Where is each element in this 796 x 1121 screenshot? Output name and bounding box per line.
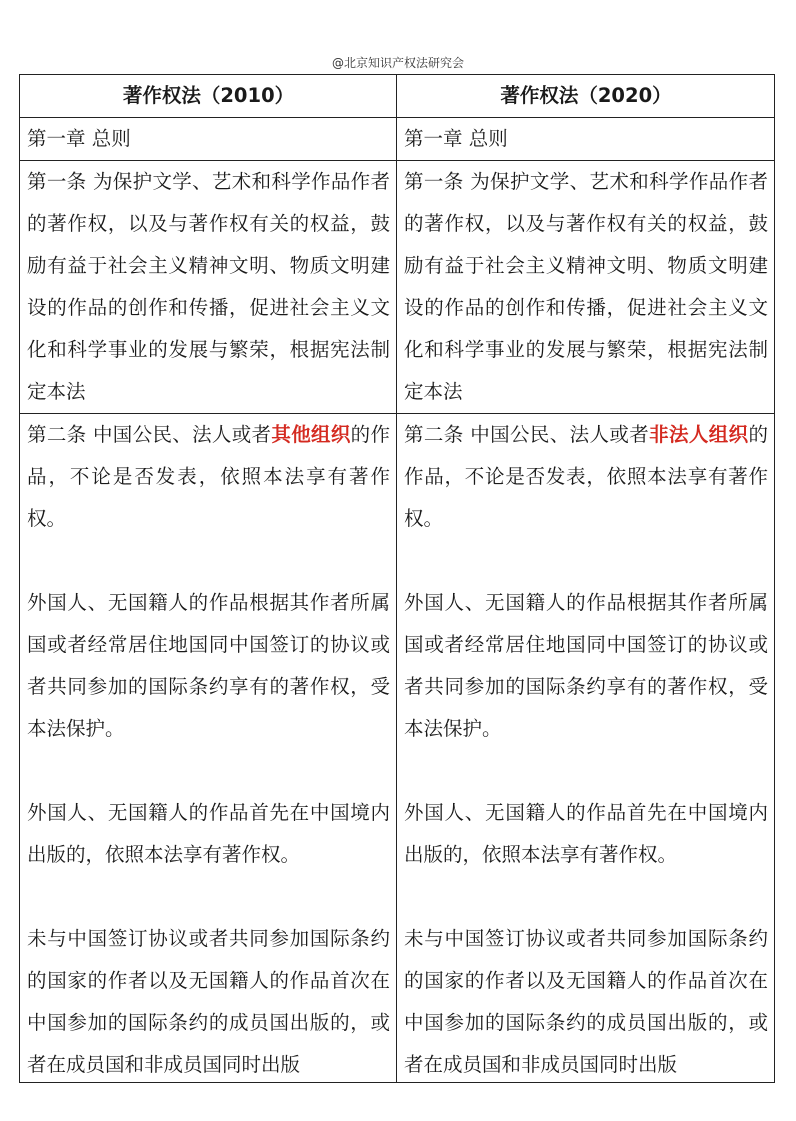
right-article2-para3: 外国人、无国籍人的作品首先在中国境内出版的，依照本法享有著作权。 xyxy=(404,801,768,866)
watermark: @北京知识产权法研究会 xyxy=(331,56,464,70)
left-article2-cell xyxy=(20,414,397,1083)
left-column-title: 著作权法（2010） xyxy=(20,75,397,118)
left-article2-para2: 外国人、无国籍人的作品根据其作者所属国或者经常居住地国同中国签订的协议或者共同参加的国际条约享有的著作权，受本法保护。 xyxy=(27,591,390,740)
right-article2-para1: 第二条 中国公民、法人或者非法人组织的作品，不论是否发表，依照本法享有著作权。 xyxy=(404,423,768,530)
table-row xyxy=(20,118,775,161)
right-article2-para4: 未与中国签订协议或者共同参加国际条约的国家的作者以及无国籍人的作品首次在中国参加的国际条约的成员国出版的，或者在成员国和非成员国同时出版 xyxy=(404,927,768,1076)
left-highlight-text: 其他组织 xyxy=(271,423,351,446)
left-article2-para1: 第二条 中国公民、法人或者其他组织的作品，不论是否发表，依照本法享有著作权。 xyxy=(27,423,390,530)
comparison-table xyxy=(19,74,775,1083)
table-row xyxy=(20,161,775,414)
left-chapter-cell: 第一章 总则 xyxy=(20,118,397,161)
table-row xyxy=(20,414,775,1083)
right-chapter-cell: 第一章 总则 xyxy=(397,118,775,161)
right-article2-para2: 外国人、无国籍人的作品根据其作者所属国或者经常居住地国同中国签订的协议或者共同参加的国际条约享有的著作权，受本法保护。 xyxy=(404,591,768,740)
right-highlight-text: 非法人组织 xyxy=(649,423,749,446)
right-article1-cell: 第一条 为保护文学、艺术和科学作品作者的著作权，以及与著作权有关的权益，鼓励有益于社会主义精神文明、物质文明建设的作品的创作和传播，促进社会主义文化和科学事业的发展与繁荣，根据宪法制定本法 xyxy=(397,161,775,414)
right-article2-cell xyxy=(397,414,775,1083)
header-row xyxy=(20,75,775,118)
left-article2-para3: 外国人、无国籍人的作品首先在中国境内出版的，依照本法享有著作权。 xyxy=(27,801,390,866)
right-column-title: 著作权法（2020） xyxy=(397,75,775,118)
left-article2-para4: 未与中国签订协议或者共同参加国际条约的国家的作者以及无国籍人的作品首次在中国参加的国际条约的成员国出版的，或者在成员国和非成员国同时出版 xyxy=(27,927,390,1076)
left-article1-cell: 第一条 为保护文学、艺术和科学作品作者的著作权，以及与著作权有关的权益，鼓励有益于社会主义精神文明、物质文明建设的作品的创作和传播，促进社会主义文化和科学事业的发展与繁荣，根据宪法制定本法 xyxy=(20,161,397,414)
